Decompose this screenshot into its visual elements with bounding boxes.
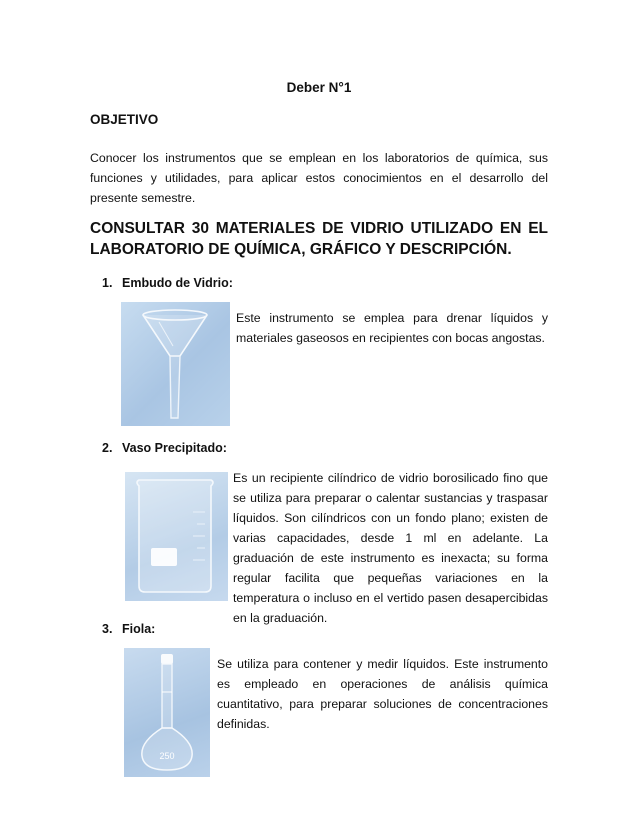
item-title: Fiola: [122,622,156,636]
objetivo-heading: OBJETIVO [90,112,159,127]
item-heading-3 [102,622,155,636]
item-title: Embudo de Vidrio: [122,276,233,290]
item-number: 2. [102,441,113,455]
item-heading-1 [102,276,233,290]
item-number: 1. [102,276,113,290]
fiola-image [124,648,210,777]
main-heading: CONSULTAR 30 MATERIALES DE VIDRIO UTILIZADO EN EL LABORATORIO DE QUÍMICA, GRÁFICO Y DESCRIPCIÓN. [90,220,548,258]
vaso-precipitado-image [125,472,228,601]
item-description-3: Se utiliza para contener y medir líquidos. Este instrumento es empleado en operaciones de análisis química cuantitativo, para preparar soluciones de concentraciones definidas. [217,657,548,731]
document-title: Deber N°1 [286,80,352,95]
item-number: 3. [102,622,113,636]
item-heading-2 [102,441,227,455]
item-description-1: Este instrumento se emplea para drenar líquidos y materiales gaseosos en recipientes con bocas angostas. [236,311,548,345]
volumetric-flask-illustration [124,648,210,777]
flask-volume-label: 250 [159,751,175,761]
item-title: Vaso Precipitado: [122,441,227,455]
objetivo-paragraph: Conocer los instrumentos que se emplean en los laboratorios de química, sus funciones y utilidades, para aplicar estos conocimientos en el desarrollo del presente semestre. [90,151,548,205]
embudo-de-vidrio-image [121,302,230,426]
item-description-2: Es un recipiente cilíndrico de vidrio borosilicado fino que se utiliza para preparar o calentar sustancias y traspasar líquidos. Son cilíndricos con un fondo plano; existen de varias capacidades, desde 1 ml en adelante. La graduación de este instrumento es inexacta; su forma regular facilita que pequeñas variaciones en la temperatura o incluso en el vertido pasen desapercibidas en la graduación. [233,471,548,625]
funnel-illustration [121,302,230,426]
beaker-illustration [125,472,228,601]
